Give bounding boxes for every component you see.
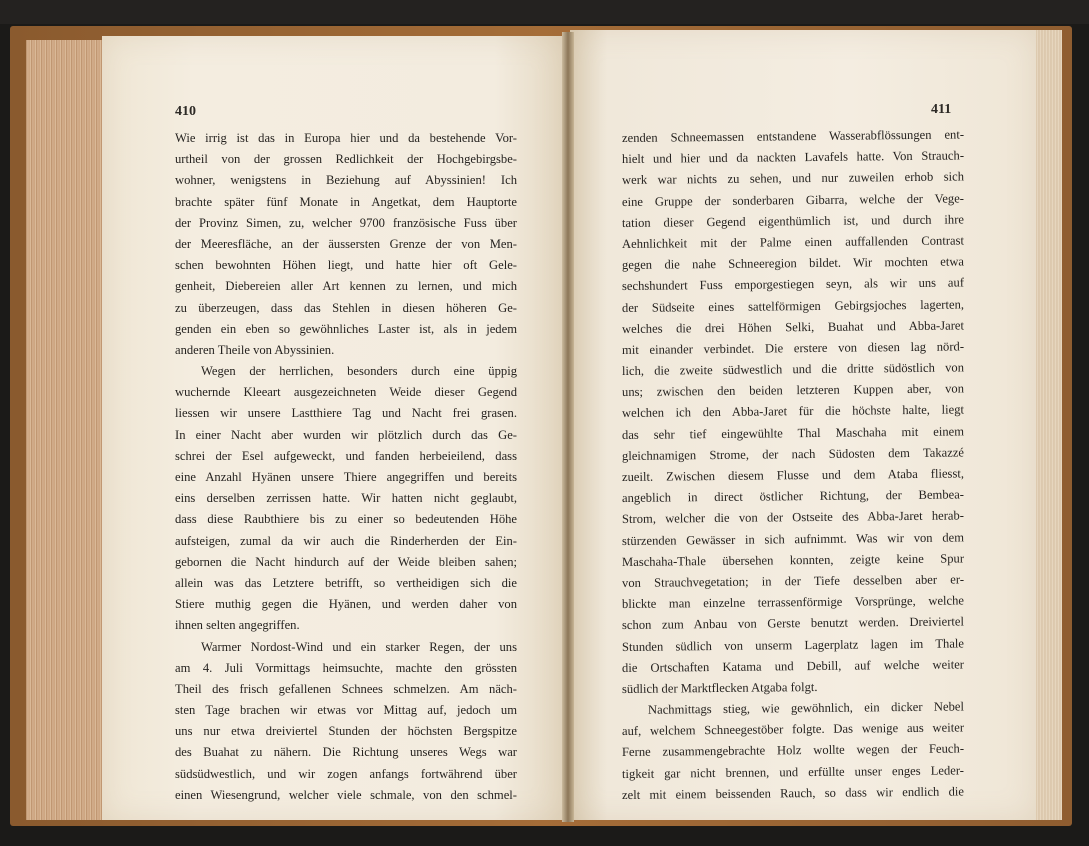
text-line: dass diese Raubthiere bis zu einer so bedeutenden Höhe: [175, 512, 517, 527]
scan-background: [0, 0, 1089, 24]
text-line: der Provinz Simen, zu, welcher 9700 französische Fuss über: [175, 215, 517, 230]
text-line: welchen ich den Abba-Jaret für die höchste halte, liegt: [621, 402, 965, 421]
text-line: wohner, wenigstens in Beziehung auf Abyssinien! Ich: [175, 173, 517, 188]
text-line: brachte später fünf Monate in Angetkat, dem Hauptorte: [175, 194, 517, 209]
text-line: Maschaha-Thale übersehen konnten, zeigte keine Spur: [621, 551, 965, 569]
text-line: zenden Schneemassen entstandene Wasserabflössungen ent-: [621, 127, 965, 145]
right-page-text: [622, 128, 964, 806]
text-line: uns nur etwa dreiviertel Stunden der höchsten Bergspitze: [175, 724, 517, 739]
text-line: von Strauchvegetation; in der Tiefe desselben aber er-: [621, 572, 965, 590]
text-line: angeblich in direct östlicher Richtung, der Bembea-: [621, 487, 965, 506]
text-line: eins derselben zerrissen hatte. Wir hatten nicht geglaubt,: [175, 491, 517, 506]
text-line: allein was das Letztere betrifft, so vertheidigen sich die: [175, 575, 517, 590]
text-line: tation dieser Gegend eigenthümlich ist, und durch ihre: [621, 212, 965, 230]
text-line: blickte man einzelne terrassenförmige Vorsprünge, welche: [621, 593, 965, 612]
text-line: gegen die nahe Schneeregion bildet. Wir mochten etwa: [621, 254, 965, 273]
text-line: Stunden südlich von unserm Lagerplatz lagen im Thale: [621, 635, 965, 654]
text-line: urtheil von der grossen Redlichkeit der Hochgebirgsbe-: [175, 152, 517, 167]
text-line: ihnen selten angegriffen.: [175, 618, 300, 633]
text-line: genden ein eben so gewöhnliches Laster ist, als in jedem: [175, 321, 517, 336]
text-line: genheit, Diebereien aller Art kennen zu lernen, und mich: [175, 279, 517, 294]
text-line: sten Tage brachen wir etwas vor Mittag auf, jedoch um: [175, 703, 517, 718]
text-line: zelt mit einem beissenden Rauch, so dass wir endlich die: [621, 784, 965, 802]
text-line: Wie irrig ist das in Europa hier und da bestehende Vor-: [175, 131, 517, 145]
text-line: Ferne zusammengebrachte Holz wollte wegen der Feuch-: [621, 741, 965, 760]
text-line: liessen wir unsere Lastthiere Tag und Nacht frei grasen.: [175, 406, 517, 421]
text-line: In einer Nacht aber wurden wir plötzlich durch das Ge-: [175, 427, 517, 442]
text-line: der Südseite eines sattelförmigen Gebirgsjoches lagerten,: [621, 296, 965, 315]
text-line: südsüdwestlich, und wir zogen anfangs fortwährend über: [175, 766, 517, 781]
text-line: werk war nichts zu sehen, und nur zuweilen erhob sich: [621, 169, 965, 188]
text-line: die Ortschaften Katama und Debill, auf welche weiter: [621, 657, 965, 675]
text-line: mit einander verbindet. Die erstere von diesen lag nörd-: [621, 339, 965, 357]
text-line: gleichnamigen Strome, der nach Südosten dem Takazzé: [621, 445, 965, 463]
page-number-right: 411: [931, 102, 952, 117]
page-edges-left: [26, 40, 110, 820]
page-number-left: 410: [175, 104, 196, 119]
text-line: tigkeit gar nicht brennen, und erfüllte unser enges Leder-: [621, 763, 965, 781]
text-line: auf, welchem Schneegestöber folgte. Das wenige aus weiter: [621, 720, 965, 739]
text-line: Wegen der herrlichen, besonders durch eine üppig: [201, 364, 517, 379]
text-line: schen bewohnten Höhen liegt, und hatte hier oft Gele-: [175, 258, 517, 273]
text-line: Aehnlichkeit mit der Palme einen auffallenden Contrast: [621, 233, 965, 251]
text-line: aufsteigen, zumal da wir auch die Rinderherden der Ein-: [175, 533, 517, 548]
text-line: eine Anzahl Hyänen unsere Thiere angegriffen und bereits: [175, 470, 517, 484]
text-line: wuchernde Kleeart ausgezeichneten Weide dieser Gegend: [175, 385, 517, 400]
text-line: schrei der Esel aufgeweckt, und fanden herbeieilend, dass: [175, 448, 517, 463]
text-line: Theil des frisch gefallenen Schnees schmelzen. Am näch-: [175, 681, 517, 696]
text-line: der Meeresfläche, an der äussersten Grenze der von Men-: [175, 236, 517, 251]
text-line: Warmer Nordost-Wind und ein starker Regen, der uns: [201, 639, 517, 654]
text-line: zueilt. Zwischen diesem Flusse und dem Ataba fliesst,: [621, 466, 965, 484]
text-line: das sehr tief eingewühlte Thal Maschaha mit einem: [621, 424, 965, 442]
text-line: gebornen die Nacht hindurch auf der Weide bleiben sahen;: [175, 554, 517, 569]
text-line: hielt und hier und da nackten Lavafels hatte. Von Strauch-: [621, 148, 965, 167]
text-line: zu überzeugen, dass das Stehlen in diesen höheren Ge-: [175, 300, 517, 315]
text-line: stürzenden Gewässer in sich aufnimmt. Was wir von dem: [621, 529, 965, 548]
text-line: anderen Theile von Abyssinien.: [175, 342, 335, 357]
text-line: Stiere muthig gegen die Hyänen, und werden daher von: [175, 597, 517, 612]
text-line: südlich der Marktflecken Atgaba folgt.: [621, 679, 818, 696]
text-line: eine Gruppe der sonderbaren Gibarra, welche der Vege-: [621, 190, 965, 209]
text-line: schon zum Anbau von Gerste benutzt werden. Dreiviertel: [621, 614, 965, 633]
text-line: lich, die zweite südwestlich und die dritte südöstlich von: [621, 360, 965, 379]
text-line: welches die drei Höhen Selki, Buahat und Abba-Jaret: [621, 318, 965, 336]
text-line: uns; zwischen den beiden letzteren Kuppen aber, von: [621, 381, 965, 400]
text-line: des Buahat zu nähern. Die Richtung unseres Wegs war: [175, 745, 517, 760]
book-gutter: [562, 32, 574, 822]
text-line: einen Wiesengrund, welcher viele schmale, von den schmel-: [175, 787, 517, 802]
text-line: Strom, welcher die von der Ostseite des Abba-Jaret herab-: [621, 508, 965, 527]
text-line: am 4. Juli Vormittags heimsuchte, machte den grössten: [175, 660, 517, 675]
left-page-text: [175, 128, 517, 806]
text-line: sechshundert Fuss emporgestiegen seyn, als wir uns auf: [621, 275, 965, 294]
text-line: Nachmittags stieg, wie gewöhnlich, ein dicker Nebel: [647, 699, 965, 717]
